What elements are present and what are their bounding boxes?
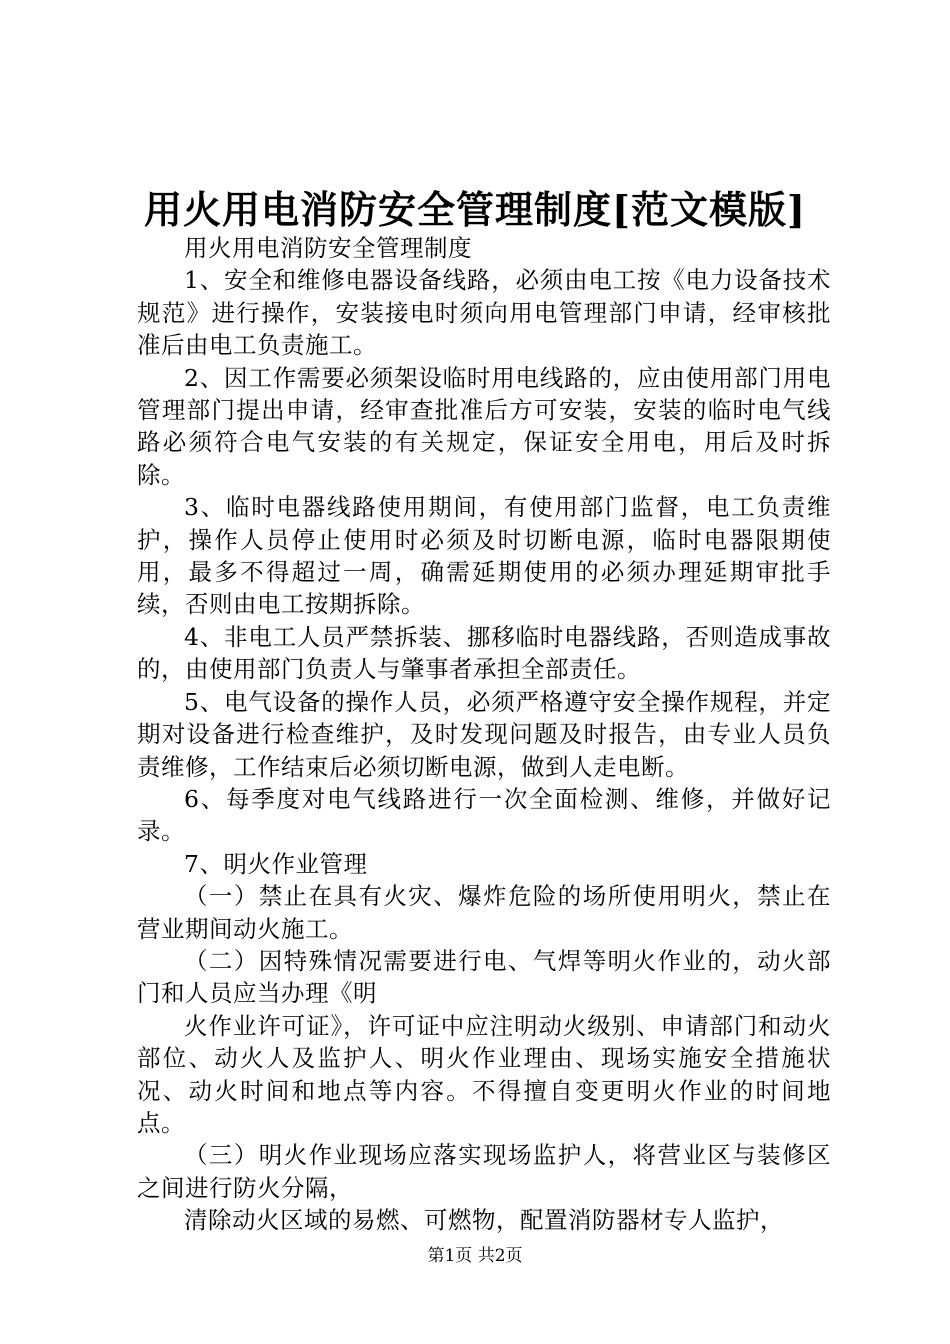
paragraph-2: 2、因工作需要必须架设临时用电线路的，应由使用部门用电管理部门提出申请，经审查批准后方可安装，安装的临时电气线路必须符合电气安装的有关规定，保证安全用电，用后及时拆除。 bbox=[137, 363, 831, 489]
subparagraph-2: （二）因特殊情况需要进行电、气焊等明火作业的，动火部门和人员应当办理《明 bbox=[137, 946, 831, 1008]
paragraph-5: 5、电气设备的操作人员，必须严格遵守安全操作规程，并定期对设备进行检查维护，及时发现问题及时报告，由专业人员负责维修，工作结束后必须切断电源，做到人走电断。 bbox=[137, 687, 831, 781]
subparagraph-3-continued: 清除动火区域的易燃、可燃物，配置消防器材专人监护， bbox=[184, 1206, 784, 1235]
subparagraph-3: （三）明火作业现场应落实现场监护人，将营业区与装修区之间进行防火分隔， bbox=[137, 1141, 831, 1202]
paragraph-7: 7、明火作业管理 bbox=[184, 849, 368, 878]
page-footer: 第1页 共2页 bbox=[427, 1246, 523, 1266]
paragraph-1: 1、安全和维修电器设备线路，必须由电工按《电力设备技术规范》进行操作，安装接电时须向用电管理部门申请，经审核批准后由电工负责施工。 bbox=[137, 266, 831, 360]
paragraph-4: 4、非电工人员严禁拆装、挪移临时电器线路，否则造成事故的，由使用部门负责人与肇事者承担全部责任。 bbox=[137, 622, 831, 684]
paragraph-6: 6、每季度对电气线路进行一次全面检测、维修，并做好记录。 bbox=[137, 784, 831, 846]
doc-subtitle: 用火用电消防安全管理制度 bbox=[184, 234, 472, 262]
document-title: 用火用电消防安全管理制度[范文模版] bbox=[144, 187, 806, 232]
subparagraph-2-continued: 火作业许可证》，许可证中应注明动火级别、申请部门和动火部位、动火人及监护人、明火作业理由、现场实施安全措施状况、动火时间和地点等内容。不得擅自变更明火作业的时间地点。 bbox=[137, 1011, 831, 1137]
paragraph-3: 3、临时电器线路使用期间，有使用部门监督，电工负责维护，操作人员停止使用时必须及时切断电源，临时电器限期使用，最多不得超过一周，确需延期使用的必须办理延期审批手续，否则由电工按期拆除。 bbox=[137, 493, 831, 619]
document-body bbox=[137, 232, 831, 1237]
subparagraph-1: （一）禁止在具有火灾、爆炸危险的场所使用明火，禁止在营业期间动火施工。 bbox=[137, 882, 831, 943]
